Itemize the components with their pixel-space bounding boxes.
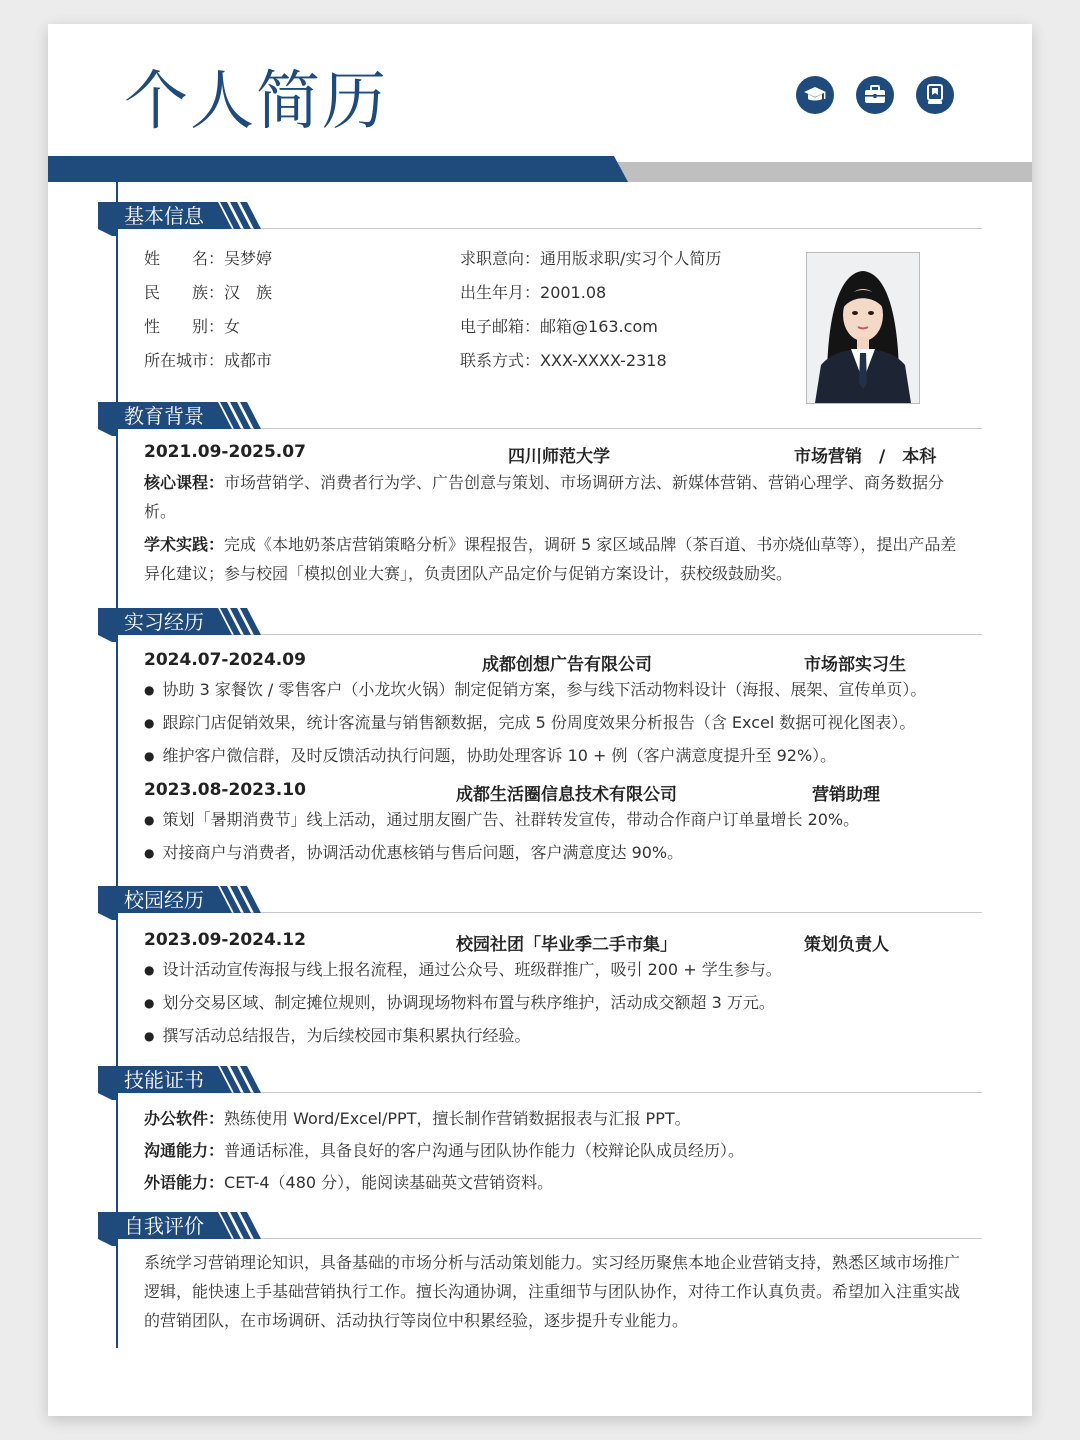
edu-practice: 学术实践：完成《本地奶茶店营销策略分析》课程报告，调研 5 家区域品牌（茶百道、书亦烧仙草等），提出产品差异化建议；参与校园「模拟创业大赛」，负责团队产品定价与促销方案设计，获校级鼓励奖。	[144, 535, 957, 583]
campus-bullet: ● 撰写活动总结报告，为后续校园市集积累执行经验。	[144, 1025, 531, 1048]
header-bar	[48, 156, 1032, 182]
name-label: 姓 名：	[144, 249, 225, 268]
skill-language: 外语能力：CET-4（480 分），能阅读基础英文营销资料。	[144, 1173, 554, 1192]
section-header	[98, 886, 982, 920]
profile-photo	[806, 252, 920, 404]
campus-role: 策划负责人	[804, 935, 889, 955]
intern1-bullet: ● 跟踪门店促销效果，统计客流量与销售额数据，完成 5 份周度效果分析报告（含 Excel 数据可视化图表）。	[144, 712, 915, 735]
gender-label: 性 别：	[144, 317, 225, 336]
section-education	[98, 402, 982, 436]
email-label: 电子邮箱：	[460, 317, 541, 336]
resume-page	[48, 24, 1032, 1416]
ethnicity-value: 汉 族	[224, 283, 273, 302]
section-header	[98, 202, 982, 236]
section-campus	[98, 886, 982, 920]
intern1-period: 2024.07-2024.09	[144, 650, 306, 670]
intern1-bullet: ● 维护客户微信群，及时反馈活动执行问题，协助处理客诉 10 + 例（客户满意度提升至 92%）。	[144, 745, 836, 768]
email-value: 邮箱@163.com	[540, 317, 658, 336]
city-label: 所在城市：	[144, 351, 225, 370]
page-title: 个人简历	[124, 65, 388, 139]
certificate-icon	[916, 76, 954, 114]
edu-courses: 核心课程：市场营销学、消费者行为学、广告创意与策划、市场调研方法、新媒体营销、营销心理学、商务数据分析。	[144, 473, 945, 521]
intern1-role: 市场部实习生	[804, 655, 906, 675]
section-header	[98, 402, 982, 436]
section-basic	[98, 202, 982, 236]
name-value: 吴梦婷	[224, 249, 273, 268]
header-icons	[796, 76, 954, 114]
section-title: 基本信息	[124, 204, 204, 228]
birth-value: 2001.08	[540, 283, 607, 302]
self-eval-text: 系统学习营销理论知识，具备基础的市场分析与活动策划能力。实习经历聚焦本地企业营销支持，熟悉区域市场推广逻辑，能快速上手基础营销执行工作。擅长沟通协调，注重细节与团队协作，对待工作认真负责。希望加入注重实战的营销团队，在市场调研、活动执行等岗位中积累经验，逐步提升专业能力。	[144, 1253, 961, 1330]
intern2-company: 成都生活圈信息技术有限公司	[456, 785, 677, 805]
intern2-period: 2023.08-2023.10	[144, 780, 306, 800]
intern1-company: 成都创想广告有限公司	[482, 655, 652, 675]
ethnicity-label: 民 族：	[144, 283, 225, 302]
timeline-line	[116, 182, 118, 1348]
edu-school: 四川师范大学	[508, 447, 610, 467]
section-internship	[98, 608, 982, 642]
graduation-cap-icon	[796, 76, 834, 114]
city-value: 成都市	[224, 351, 273, 370]
campus-bullet: ● 设计活动宣传海报与线上报名流程，通过公众号、班级群推广，吸引 200 + 学生参与。	[144, 959, 782, 982]
phone-label: 联系方式：	[460, 351, 541, 370]
section-title: 校园经历	[124, 888, 204, 912]
intern2-role: 营销助理	[812, 785, 880, 805]
briefcase-icon	[856, 76, 894, 114]
section-header	[98, 1066, 982, 1100]
section-title: 实习经历	[124, 610, 204, 634]
skill-office: 办公软件：熟练使用 Word/Excel/PPT，擅长制作营销数据报表与汇报 PPT。	[144, 1109, 691, 1128]
section-header	[98, 608, 982, 642]
section-title: 技能证书	[124, 1068, 204, 1092]
section-title: 自我评价	[124, 1214, 204, 1238]
intent-value: 通用版求职/实习个人简历	[540, 249, 722, 268]
section-header	[98, 1212, 982, 1246]
section-self	[98, 1212, 982, 1246]
intern2-bullet: ● 策划「暑期消费节」线上活动，通过朋友圈广告、社群转发宣传，带动合作商户订单量增长 20%。	[144, 809, 859, 832]
edu-major: 市场营销 / 本科	[794, 447, 937, 467]
birth-label: 出生年月：	[460, 283, 541, 302]
section-title: 教育背景	[124, 404, 204, 428]
intern2-bullet: ● 对接商户与消费者，协调活动优惠核销与售后问题，客户满意度达 90%。	[144, 842, 683, 865]
gender-value: 女	[224, 317, 241, 336]
intent-label: 求职意向：	[460, 249, 541, 268]
campus-bullet: ● 划分交易区域、制定摊位规则，协调现场物料布置与秩序维护，活动成交额超 3 万元。	[144, 992, 775, 1015]
intern1-bullet: ● 协助 3 家餐饮 / 零售客户（小龙坎火锅）制定促销方案，参与线下活动物料设计（海报、展架、宣传单页）。	[144, 679, 926, 702]
campus-period: 2023.09-2024.12	[144, 930, 306, 950]
section-skills	[98, 1066, 982, 1100]
edu-period: 2021.09-2025.07	[144, 442, 306, 462]
campus-org: 校园社团「毕业季二手市集」	[456, 935, 677, 955]
skill-communication: 沟通能力：普通话标准，具备良好的客户沟通与团队协作能力（校辩论队成员经历）。	[144, 1141, 745, 1160]
phone-value: XXX-XXXX-2318	[540, 351, 667, 370]
